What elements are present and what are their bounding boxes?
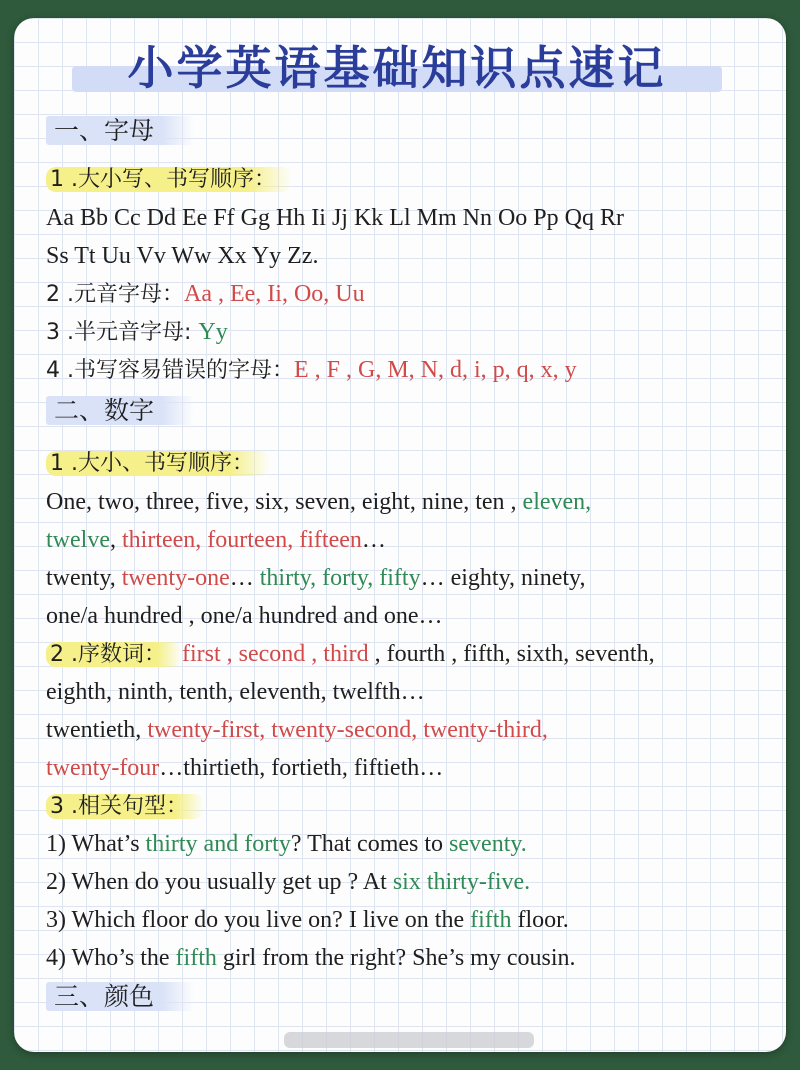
alphabet-line-2: Ss Tt Uu Vv Ww Xx Yy Zz. [46, 243, 319, 269]
watermark [284, 1032, 534, 1048]
item-case-order: 1 .大小写、书写顺序： [46, 162, 292, 197]
item-semivowels: 3 .半元音字母: Yy [46, 319, 228, 345]
sentence-4: 4) Who’s the fifth girl from the right? She’s my cousin. [46, 945, 576, 971]
sentence-3: 3) Which floor do you live on? I live on the fifth floor. [46, 907, 569, 933]
ordinals-line-3: twentieth, twenty-first, twenty-second, twenty-third, [46, 717, 548, 743]
ordinals-line-4: twenty-four…thirtieth, fortieth, fiftieth… [46, 755, 444, 781]
numbers-line-4: one/a hundred , one/a hundred and one… [46, 603, 443, 629]
numbers-line-1: One, two, three, five, six, seven, eight, nine, ten , eleven, [46, 489, 592, 515]
item-sentence-patterns: 3 .相关句型： [46, 789, 204, 824]
ordinals-line-2: eighth, ninth, tenth, eleventh, twelfth… [46, 679, 425, 705]
page-title: 小学英语基础知识点速记 [127, 41, 667, 95]
ordinals-line-1: 2 .序数词： first , second , third , fourth , fifth, sixth, seventh, [46, 637, 655, 672]
sentence-1: 1) What’s thirty and forty? That comes to seventy. [46, 831, 527, 857]
item-vowels: 2 .元音字母：Aa , Ee, Ii, Oo, Uu [46, 281, 365, 307]
alphabet-line-1: Aa Bb Cc Dd Ee Ff Gg Hh Ii Jj Kk Ll Mm Nn Oo Pp Qq Rr [46, 205, 624, 231]
numbers-line-2: twelve, thirteen, fourteen, fifteen… [46, 527, 386, 553]
item-number-order: 1 .大小、书写顺序： [46, 446, 270, 481]
section-colors-heading: 三、颜色 [46, 980, 194, 1015]
section-numbers-heading: 二、数字 [46, 394, 194, 429]
item-error-letters: 4 .书写容易错误的字母：E , F , G, M, N, d, i, p, q, x, y [46, 357, 577, 383]
notes-sheet [14, 18, 786, 1052]
numbers-line-3: twenty, twenty-one… thirty, forty, fifty… eighty, ninety, [46, 565, 586, 591]
sentence-2: 2) When do you usually get up ? At six thirty-five. [46, 869, 531, 895]
section-letters-heading: 一、字母 [46, 114, 194, 149]
